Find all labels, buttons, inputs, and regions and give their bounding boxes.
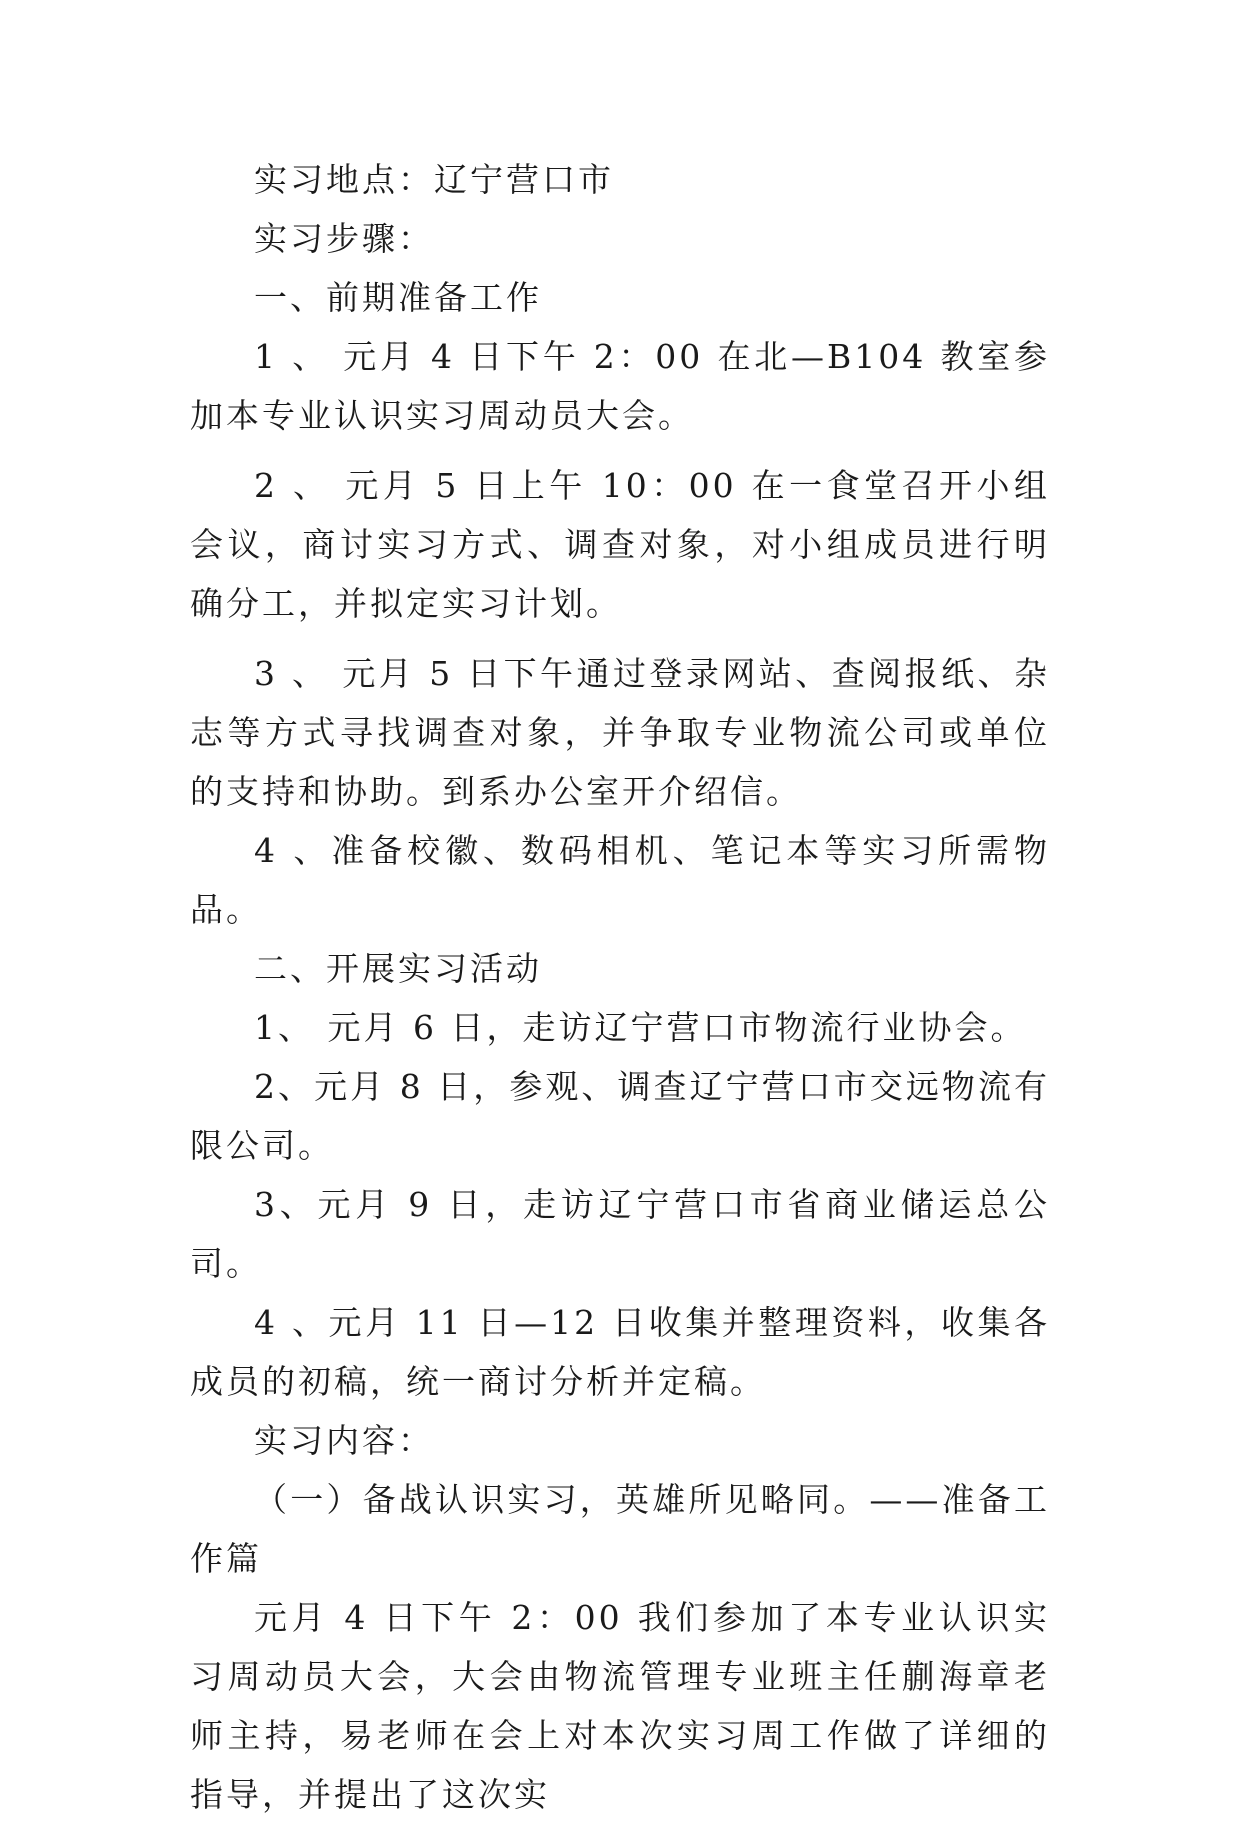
- section-heading-content-1: （一）备战认识实习，英雄所见略同。——准备工作篇: [190, 1480, 1050, 1578]
- paragraph-activity-4: 4 、元月 11 日—12 日收集并整理资料，收集各成员的初稿，统一商讨分析并定稿。: [190, 1303, 1050, 1401]
- paragraph-prep-1: 1 、 元月 4 日下午 2：00 在北—B104 教室参加本专业认识实习周动员大会。: [190, 337, 1050, 435]
- paragraph-location: 实习地点：辽宁营口市: [254, 160, 614, 199]
- paragraph-prep-3: 3 、 元月 5 日下午通过登录网站、查阅报纸、杂志等方式寻找调查对象，并争取专业物流公司或单位的支持和协助。到系办公室开介绍信。: [190, 654, 1050, 811]
- document-body: [190, 150, 1050, 1824]
- paragraph-steps-heading: 实习步骤：: [254, 219, 434, 258]
- paragraph-content-body: 元月 4 日下午 2：00 我们参加了本专业认识实习周动员大会，大会由物流管理专业班主任蒯海章老师主持，易老师在会上对本次实习周工作做了详细的指导，并提出了这次实: [190, 1598, 1050, 1814]
- paragraph-activity-3: 3、元月 9 日，走访辽宁营口市省商业储运总公司。: [190, 1185, 1050, 1283]
- paragraph-prep-2: 2 、 元月 5 日上午 10：00 在一食堂召开小组会议，商讨实习方式、调查对象，对小组成员进行明确分工，并拟定实习计划。: [190, 466, 1050, 623]
- paragraph-activity-1: 1、 元月 6 日，走访辽宁营口市物流行业协会。: [254, 1008, 1027, 1047]
- section-heading-activities: 二、开展实习活动: [254, 949, 542, 988]
- section-heading-preparation: 一、前期准备工作: [254, 278, 542, 317]
- paragraph-prep-4: 4 、准备校徽、数码相机、笔记本等实习所需物品。: [190, 831, 1050, 929]
- paragraph-activity-2: 2、元月 8 日，参观、调查辽宁营口市交远物流有限公司。: [190, 1067, 1050, 1165]
- paragraph-content-heading: 实习内容：: [254, 1421, 434, 1460]
